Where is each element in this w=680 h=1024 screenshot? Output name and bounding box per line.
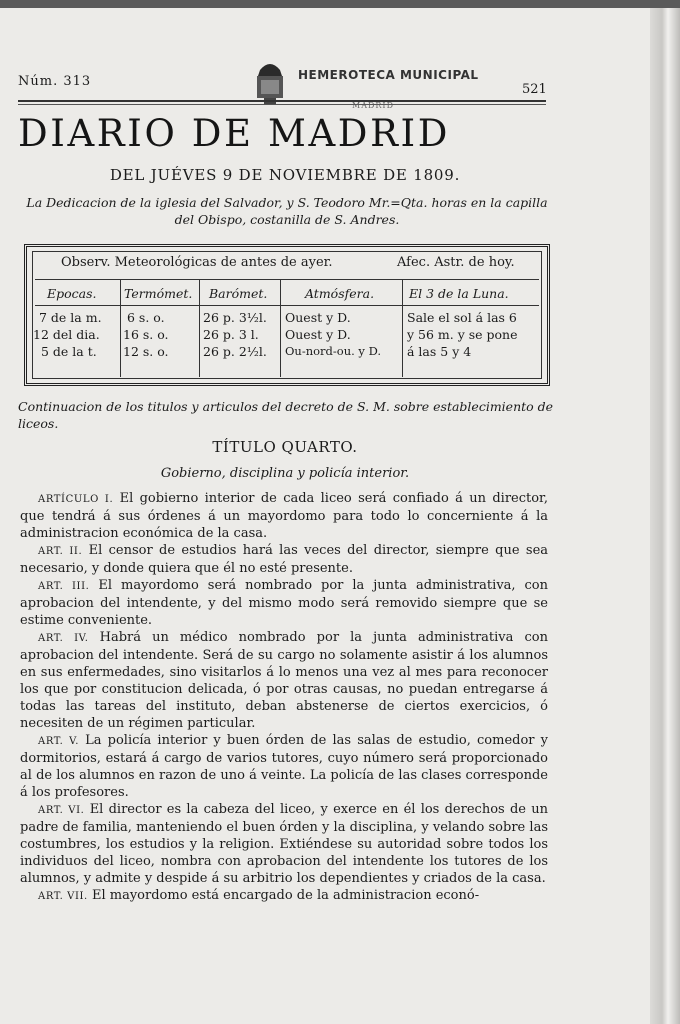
article-paragraph <box>20 801 548 887</box>
article-paragraph <box>20 629 548 732</box>
article-paragraph <box>20 887 548 905</box>
article-body <box>20 490 548 905</box>
row3-epoca: 5 de la t. <box>41 344 97 359</box>
article-text: El mayordomo será nombrado por la junta administrativa, con aprobacion del intendente, y del mismo modo será removido siempre que se estime conveniente. <box>20 578 549 628</box>
article-text: El censor de estudios hará las veces del director, siempre que sea necesario, y donde quiera que él no esté presente. <box>20 543 549 576</box>
book-page-edge <box>650 8 680 1024</box>
article-label: ART. VII. <box>38 891 88 902</box>
weather-header-rule <box>35 305 539 306</box>
weather-col-divider <box>280 280 281 377</box>
row2-termometro: 16 s. o. <box>123 327 169 342</box>
article-paragraph <box>20 490 548 542</box>
section-heading: TÍTULO QUARTO. <box>212 438 358 456</box>
col-header-atmosfera: Atmósfera. <box>305 286 375 301</box>
article-label: ART. III. <box>38 581 90 592</box>
dedication-line: La Dedicacion de la iglesia del Salvador, y S. Teodoro Mr.=Qta. horas en la capilla del Obispo, costanilla de S. Andres. <box>26 195 548 227</box>
section-subheading: Gobierno, disciplina y policía interior. <box>160 466 410 481</box>
col-header-barometro: Barómet. <box>209 286 268 301</box>
article-paragraph <box>20 542 548 577</box>
col-header-luna: El 3 de la Luna. <box>409 286 509 301</box>
weather-col-divider <box>199 280 200 377</box>
article-label: ART. II. <box>38 546 83 557</box>
row3-atmosfera: Ou-nord-ou. y D. <box>285 344 382 358</box>
article-paragraph <box>20 577 548 629</box>
row3-termometro: 12 s. o. <box>123 344 169 359</box>
article-label: ART. V. <box>38 736 79 747</box>
weather-table-title: Observ. Meteorológicas de antes de ayer. <box>61 255 333 270</box>
newspaper-title: DIARIO DE MADRID <box>18 112 451 155</box>
row2-epoca: 12 del dia. <box>33 327 100 342</box>
article-text: El mayordomo está encargado de la administracion econó- <box>91 888 480 903</box>
article-label: ART. VI. <box>38 805 85 816</box>
header-rule <box>18 100 546 102</box>
weather-table <box>24 244 550 386</box>
astro-line-3: á las 5 y 4 <box>407 344 472 359</box>
weather-title-rule <box>35 279 539 280</box>
article-label: ART. IV. <box>38 633 89 644</box>
col-header-epocas: Epocas. <box>47 286 97 301</box>
row2-atmosfera: Ouest y D. <box>285 327 351 342</box>
row1-barometro: 26 p. 3½l. <box>203 310 267 325</box>
newspaper-page <box>0 8 662 1024</box>
article-text: El gobierno interior de cada liceo será confiado á un director, que tendrá á sus órdenes á un mayordomo para todo lo concerniente á la administracion económica de la casa. <box>20 491 548 541</box>
article-paragraph <box>20 732 548 801</box>
library-stamp-label: HEMEROTECA MUNICIPAL <box>298 68 479 82</box>
article-text: El director es la cabeza del liceo, y exerce en él los derechos de un padre de familia, manteniendo el buen órden y la disciplina, y velando sobre las costumbres, los estudios y la religion. Extiéndese su autoridad sobre todos los individuos del liceo, nombra con aprobacion del intendente los tutores de los alumnos, y admite y despide á su arbitrio los dependientes y criados de la casa. <box>20 802 548 886</box>
weather-col-divider <box>402 280 403 377</box>
library-seal-icon <box>252 56 288 106</box>
article-label: ARTÍCULO I. <box>38 494 114 505</box>
row1-atmosfera: Ouest y D. <box>285 310 351 325</box>
article-text: La policía interior y buen órden de las salas de estudio, comedor y dormitorios, estará á cargo de varios tutores, cuyo número será proporcionado al de los alumnos en razon de uno á veinte. La policía de las clases corresponde á los profesores. <box>20 733 548 800</box>
col-header-termometro: Termómet. <box>124 286 193 301</box>
library-stamp-city: MADRID <box>352 101 394 110</box>
astro-table-title: Afec. Astr. de hoy. <box>397 255 515 270</box>
row3-barometro: 26 p. 2½l. <box>203 344 267 359</box>
issue-date: DEL JUÉVES 9 DE NOVIEMBRE DE 1809. <box>109 166 461 184</box>
header-rule-thin <box>18 104 546 105</box>
row2-barometro: 26 p. 3 l. <box>203 327 259 342</box>
astro-line-1: Sale el sol á las 6 <box>407 310 517 325</box>
astro-line-2: y 56 m. y se pone <box>407 327 518 342</box>
row1-termometro: 6 s. o. <box>127 310 165 325</box>
article-text: Habrá un médico nombrado por la junta administrativa con aprobacion del intendente. Será de su cargo no solamente asistir á los alumnos en sus enfermedades, sino visitarlos á lo menos una vez al mes para reconocer los que por constitucion delicada, ó por otras causas, no puedan entregarse á todas las tareas del instituto, deban abstenerse de ciertos exercicios, ó necesiten de un régimen particular. <box>20 630 548 731</box>
continuation-note: Continuacion de los titulos y articulos del decreto de S. M. sobre establecimiento de liceos. <box>18 399 554 431</box>
page-number: 521 <box>522 82 547 97</box>
row1-epoca: 7 de la m. <box>39 310 102 325</box>
issue-number: Núm. 313 <box>18 74 92 89</box>
weather-col-divider <box>120 280 121 377</box>
